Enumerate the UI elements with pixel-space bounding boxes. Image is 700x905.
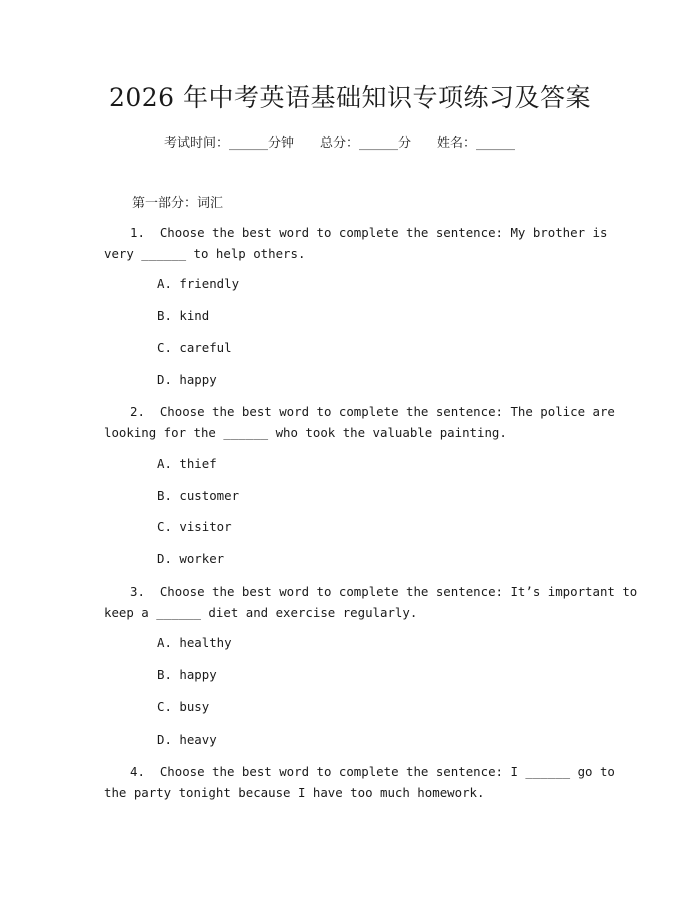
question-1 [104, 222, 608, 264]
option-b: B. customer [157, 488, 240, 503]
question-text-line-2: keep a ______ diet and exercise regularly. [104, 605, 418, 620]
option-b: B. kind [157, 308, 210, 323]
option-c: C. careful [157, 340, 232, 355]
page-title: 2026 年中考英语基础知识专项练习及答案 [108, 83, 592, 112]
option-a: A. healthy [157, 635, 232, 650]
student-name: 姓名：______ [437, 136, 516, 151]
question-text-line-1: 1. Choose the best word to complete the sentence: My brother is [130, 225, 608, 240]
question-text-line-1: 2. Choose the best word to complete the sentence: The police are [130, 404, 615, 419]
question-text-line-2: the party tonight because I have too much homework. [104, 785, 485, 800]
question-text-line-2: very ______ to help others. [104, 246, 306, 261]
exam-info [164, 132, 515, 151]
option-d: D. worker [157, 551, 225, 566]
option-d: D. happy [157, 372, 217, 387]
question-3 [104, 581, 638, 623]
exam-time: 考试时间：______分钟 [164, 136, 295, 151]
option-b: B. happy [157, 667, 217, 682]
question-text-line-2: looking for the ______ who took the valuable painting. [104, 425, 507, 440]
question-text-line-1: 3. Choose the best word to complete the sentence: It’s important to [130, 584, 638, 599]
question-text-line-1: 4. Choose the best word to complete the sentence: I ______ go to [130, 764, 615, 779]
option-c: C. busy [157, 699, 210, 714]
option-a: A. thief [157, 456, 217, 471]
exam-total-score: 总分：______分 [320, 136, 412, 151]
option-c: C. visitor [157, 519, 232, 534]
option-a: A. friendly [157, 276, 240, 291]
question-2 [104, 401, 615, 443]
option-d: D. heavy [157, 732, 217, 747]
question-4 [104, 761, 615, 803]
section-heading: 第一部分：词汇 [132, 196, 224, 211]
